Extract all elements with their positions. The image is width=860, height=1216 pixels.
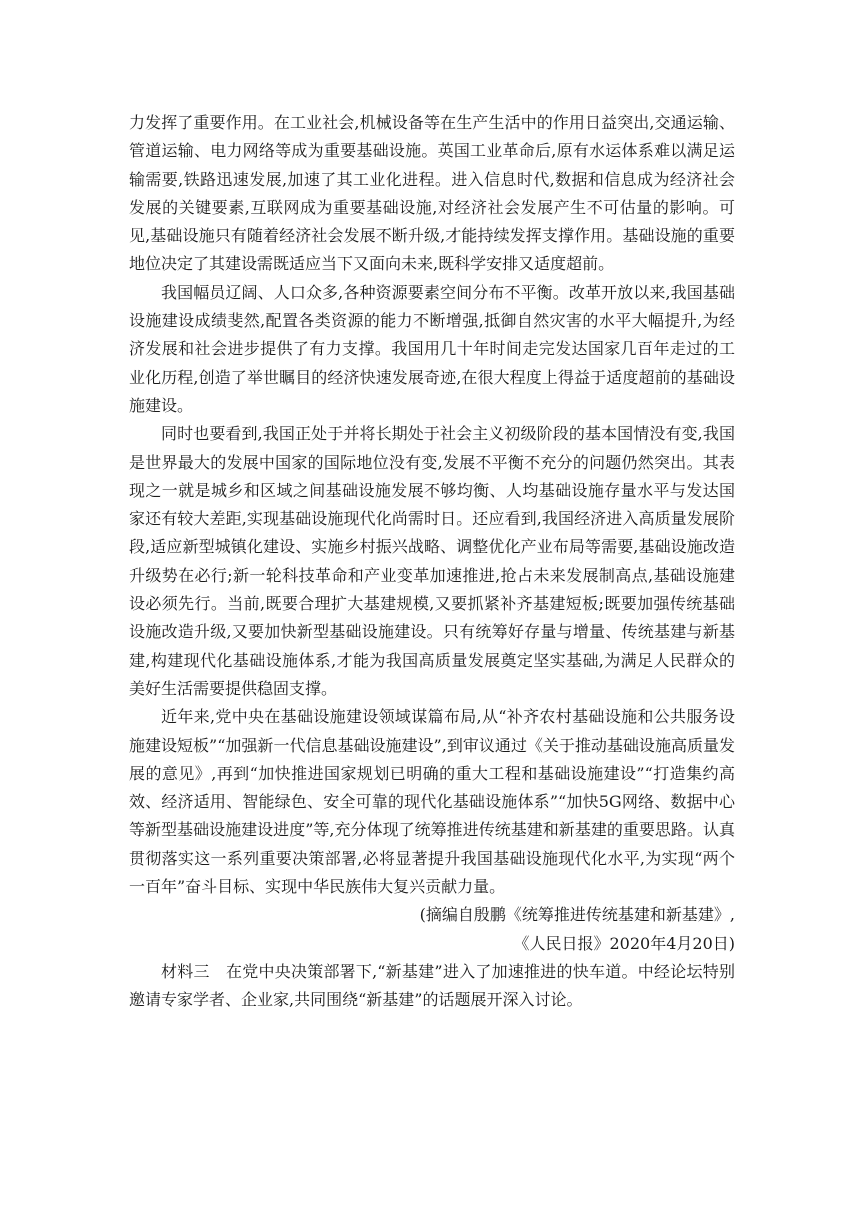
article-body [129,109,735,1015]
citation-date: 《人民日报》2020年4月20日) [513,933,735,953]
material-three-paragraph: 材料三 在党中央决策部署下,“新基建”进入了加速推进的快车道。中经论坛特别邀请专家学者、企业家,共同围绕“新基建”的话题展开深入讨论。 [129,961,735,1010]
paragraph-policy: 近年来,党中央在基础设施建设领域谋篇布局,从“补齐农村基础设施和公共服务设施建设短板”“加强新一代信息基础设施建设”,到审议通过《关于推动基础设施高质量发展的意见》,再到“加快推进国家规划已明确的重大工程和基础设施建设”“打造集约高效、经济适用、智能绿色、安全可靠的现代化基础设施体系”“加快5G网络、数据中心等新型基础设施建设进度”等,充分体现了统筹推进传统基建和新基建的重要思路。认真贯彻落实这一系列重要决策部署,必将显著提升我国基础设施现代化水平,为实现“两个一百年”奋斗目标、实现中华民族伟大复兴贡献力量。 [129,707,735,897]
paragraph-national-conditions: 同时也要看到,我国正处于并将长期处于社会主义初级阶段的基本国情没有变,我国是世界最大的发展中国家的国际地位没有变,发展不平衡不充分的问题仍然突出。其表现之一就是城乡和区域之间基础设施发展不够均衡、人均基础设施存量水平与发达国家还有较大差距,实现基础设施现代化尚需时日。还应看到,我国经济进入高质量发展阶段,适应新型城镇化建设、实施乡村振兴战略、调整优化产业布局等需要,基础设施改造升级势在必行;新一轮科技革命和产业变革加速推进,抢占未来发展制高点,基础设施建设必须先行。当前,既要合理扩大基建规模,又要抓紧补齐基建短板;既要加强传统基础设施改造升级,又要加快新型基础设施建设。只有统筹好存量与增量、传统基建与新基建,构建现代化基础设施体系,才能为我国高质量发展奠定坚实基础,为满足人民群众的美好生活需要提供稳固支撑。 [129,424,735,698]
paragraph-resources: 我国幅员辽阔、人口众多,各种资源要素空间分布不平衡。改革开放以来,我国基础设施建设成绩斐然,配置各类资源的能力不断增强,抵御自然灾害的水平大幅提升,为经济发展和社会进步提供了有力支撑。我国用几十年时间走完发达国家几百年走过的工业化历程,创造了举世瞩目的经济快速发展奇迹,在很大程度上得益于适度超前的基础设施建设。 [129,282,735,415]
citation-source: (摘编自殷鹏《统筹推进传统基建和新基建》, [419,905,735,925]
paragraph-continuation: 力发挥了重要作用。在工业社会,机械设备等在生产生活中的作用日益突出,交通运输、管道运输、电力网络等成为重要基础设施。英国工业革命后,原有水运体系难以满足运输需要,铁路迅速发展,加速了其工业化进程。进入信息时代,数据和信息成为经济社会发展的关键要素,互联网成为重要基础设施,对经济社会发展产生不可估量的影响。可见,基础设施只有随着经济社会发展不断升级,才能持续发挥支撑作用。基础设施的重要地位决定了其建设需既适应当下又面向未来,既科学安排又适度超前。 [129,113,735,274]
